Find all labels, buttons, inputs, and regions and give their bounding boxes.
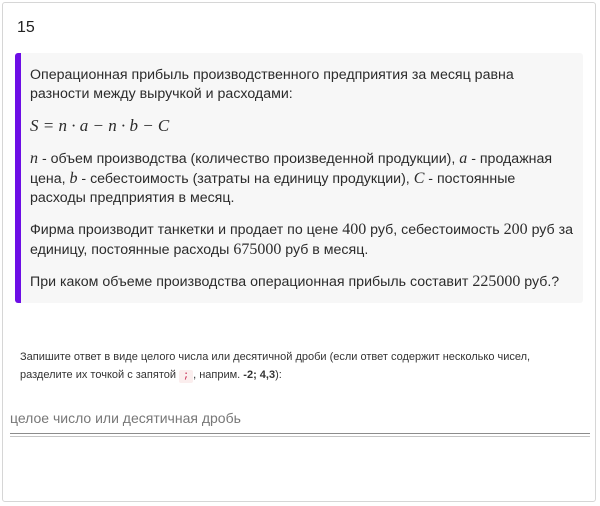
question (30, 272, 573, 292)
profit-value: 225000 (472, 273, 521, 290)
variables-description (30, 149, 573, 208)
task-intro: Операционная прибыль производственного предприятия за месяц равна разности между выручкой и расходами: (30, 67, 514, 102)
cost-value: 200 (503, 221, 528, 238)
firm-text-2: руб, себестоимость (366, 222, 504, 238)
var-c: C (413, 170, 425, 187)
separator-code: ; (179, 370, 193, 383)
hint-text-1: Запишите ответ в виде целого числа или десятичной дроби (если ответ содержит несколько чисел, разделите их точкой с запятой (20, 351, 531, 381)
firm-text-1: Фирма производит танкетки и продает по цене (30, 222, 343, 238)
firm-text-3: руб за единицу, постоянные расходы (30, 222, 574, 258)
formula: S = n · a − n · b − C (30, 116, 170, 135)
price-value: 400 (342, 221, 367, 238)
answer-hint (20, 348, 580, 384)
question-text-1: При каком объеме производства операционная прибыль составит (30, 274, 473, 290)
var-a-desc: - продажная цена, (30, 151, 553, 187)
hint-example: -2; 4,3 (243, 369, 276, 381)
firm-description (30, 220, 573, 260)
var-b: b (69, 170, 78, 187)
task-statement (15, 53, 583, 303)
var-n: n (30, 150, 38, 167)
answer-input[interactable]: целое число или десятичная дробь (10, 404, 590, 434)
question-text-2: руб.? (520, 274, 560, 290)
answer-underline (10, 436, 590, 437)
hint-text-2: , наприм. (193, 369, 244, 381)
hint-text-3: ): (275, 369, 282, 381)
fixed-cost-value: 675000 (233, 241, 282, 258)
var-c-desc: - постоянные расходы предприятия в месяц. (30, 171, 516, 206)
task-number: 15 (17, 19, 35, 36)
firm-text-4: руб в месяц. (281, 242, 369, 258)
var-b-desc: - себестоимость (затраты на единицу продукции), (77, 171, 414, 187)
var-n-desc: - объем производства (количество произведенной продукции), (38, 151, 460, 167)
var-a: a (459, 150, 468, 167)
